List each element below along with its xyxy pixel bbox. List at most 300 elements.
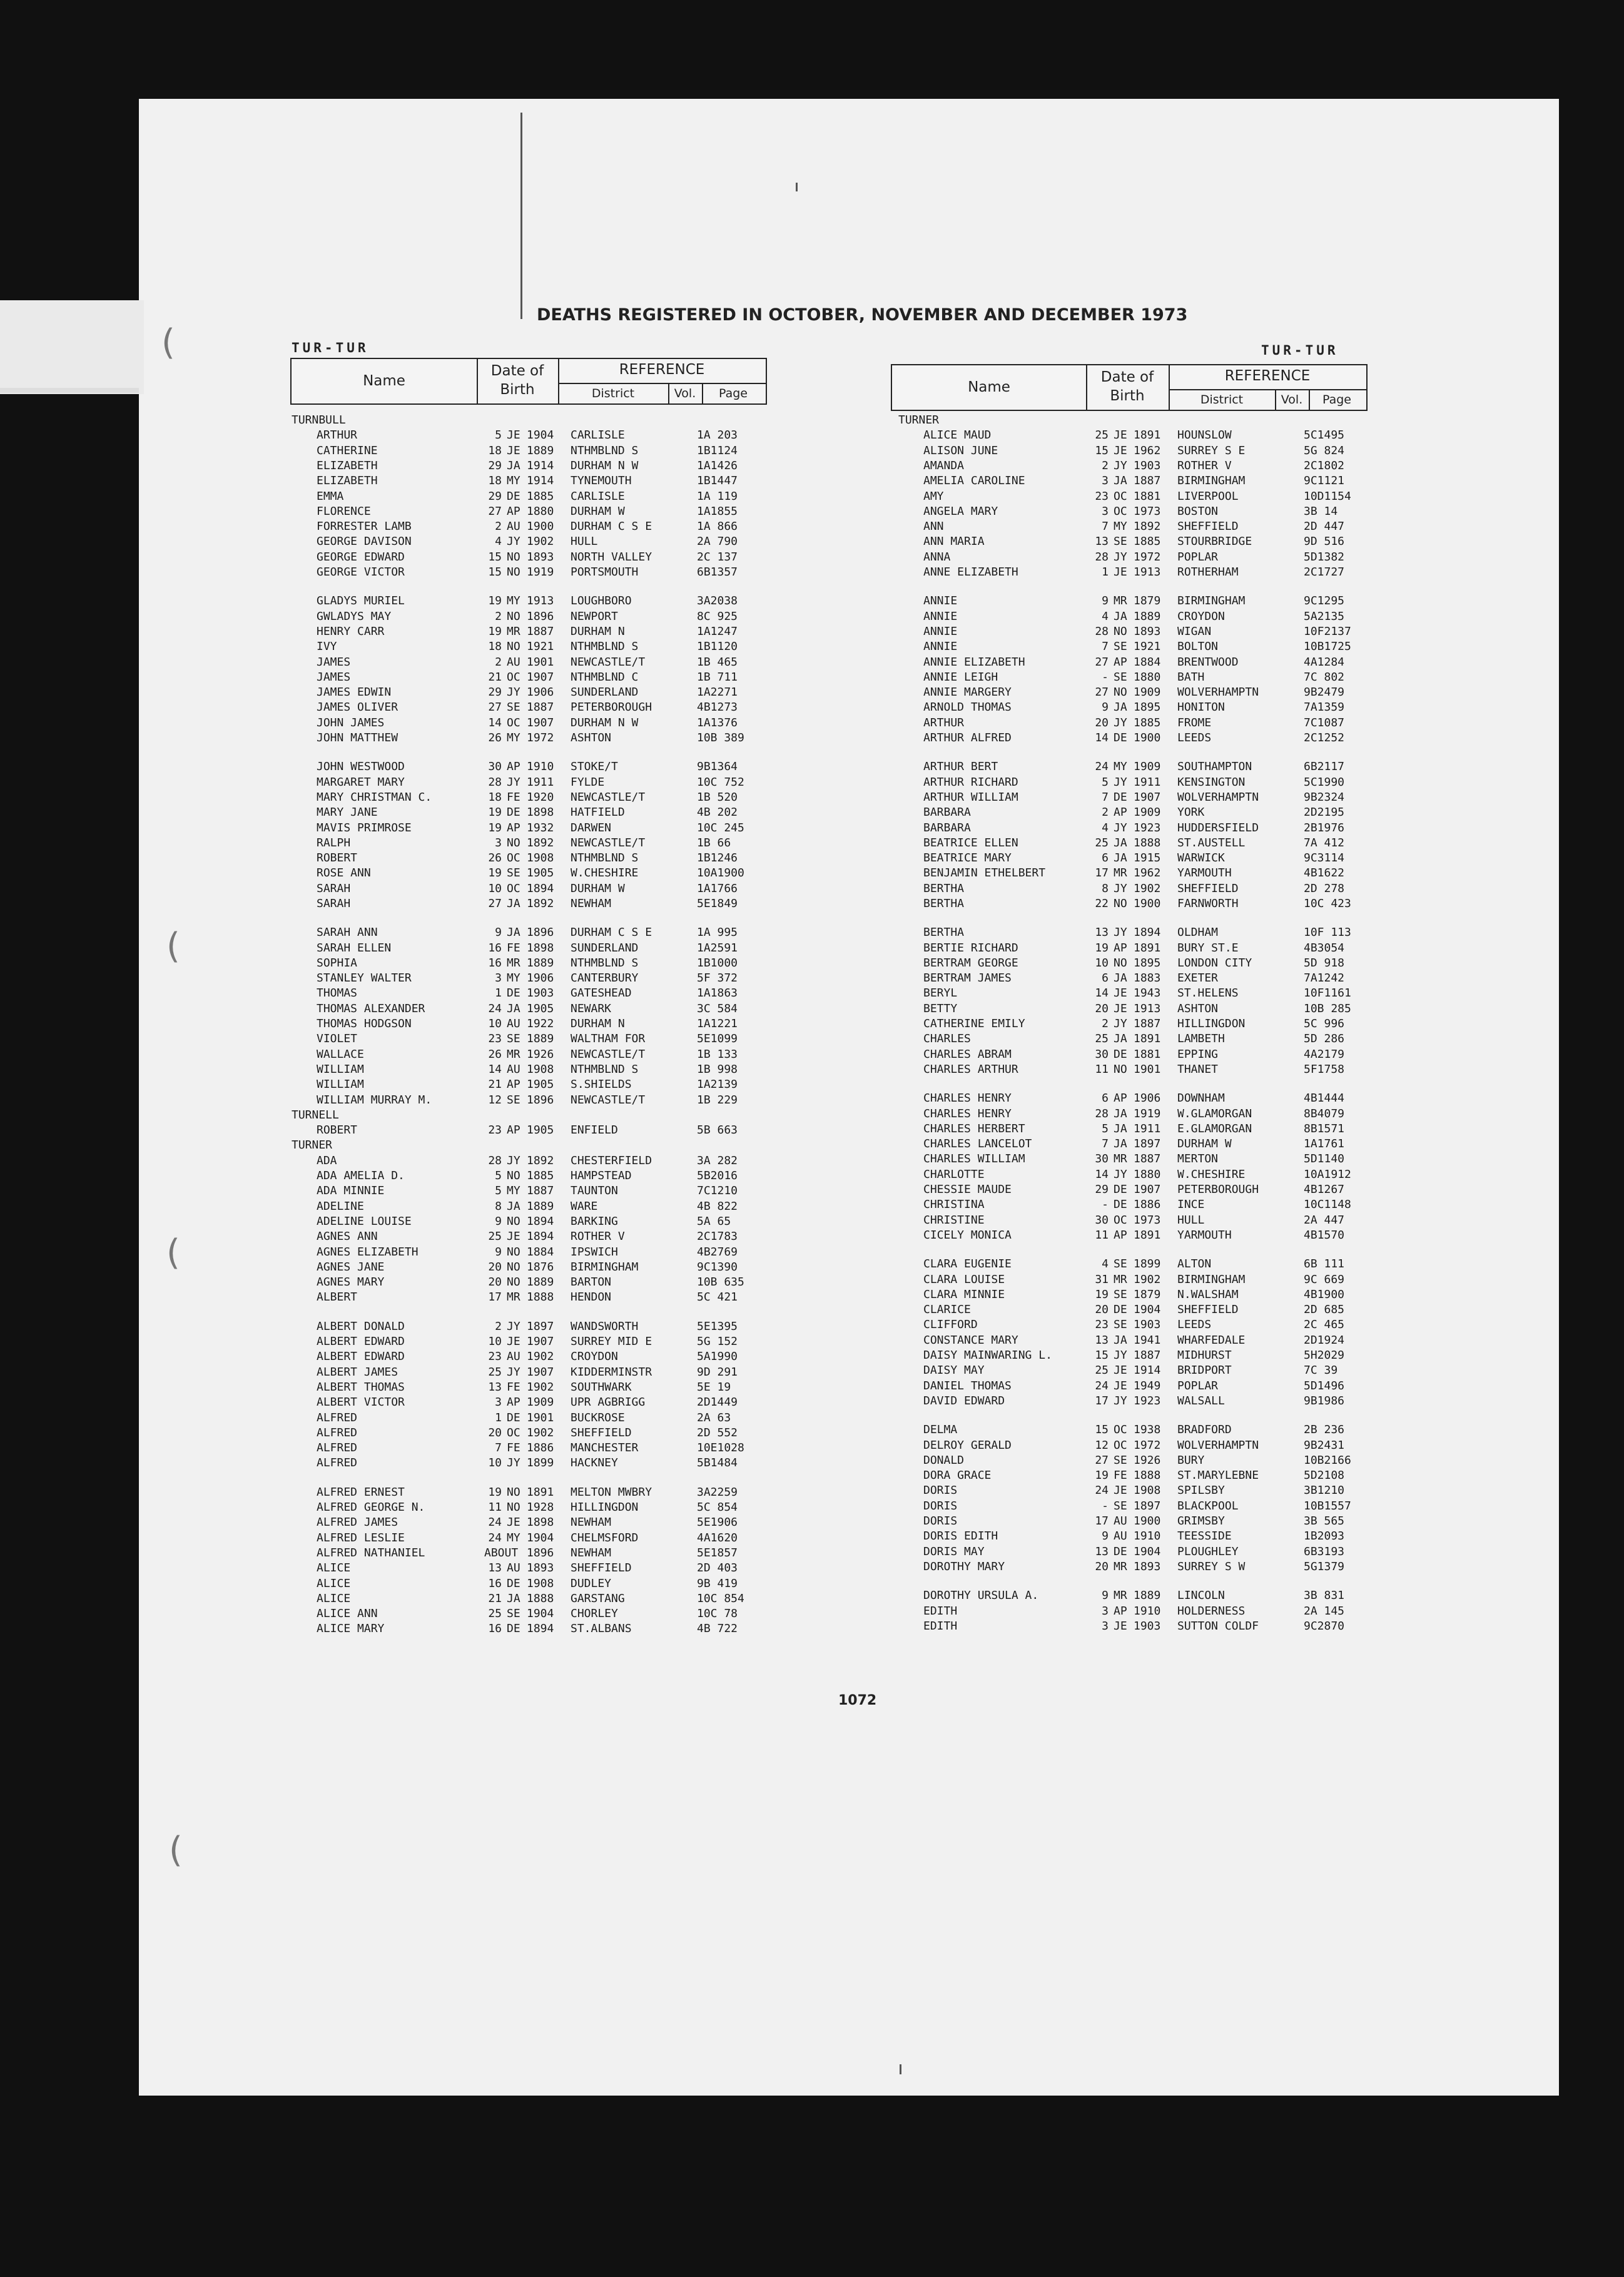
birth-year: 1906 [527, 971, 554, 985]
volume-page: 10B 389 [697, 731, 744, 744]
birth-year: 1895 [1134, 956, 1161, 970]
birth-year: 1879 [1134, 594, 1161, 607]
volume-page: 9C2870 [1304, 1620, 1345, 1633]
birth-year: 1938 [1134, 1423, 1161, 1436]
birth-day: 19 [488, 1486, 502, 1499]
district: HUDDERSFIELD [1177, 821, 1259, 834]
district: SURREY S E [1177, 444, 1246, 457]
birth-month: NO [507, 565, 520, 579]
forenames: ALFRED ERNEST [317, 1486, 405, 1499]
birth-day: 2 [1102, 459, 1109, 472]
birth-month: AP [507, 505, 520, 518]
birth-day: 18 [488, 640, 502, 653]
district: BIRMINGHAM [1177, 474, 1246, 487]
birth-month: JA [507, 1200, 520, 1213]
birth-year: 1914 [527, 459, 554, 472]
volume-page: 9C1295 [1304, 594, 1345, 607]
forenames: ARTHUR WILLIAM [923, 791, 1018, 804]
birth-month: SE [1114, 1499, 1127, 1513]
volume-page: 3A2259 [697, 1486, 738, 1499]
birth-day: 6 [1102, 1092, 1109, 1105]
birth-day: 27 [488, 897, 502, 910]
birth-month: NO [507, 1501, 520, 1514]
birth-month: JA [1114, 701, 1127, 714]
birth-year: 1905 [527, 1002, 554, 1015]
birth-month: MR [1114, 1560, 1127, 1573]
forenames: GEORGE EDWARD [317, 550, 405, 564]
birth-year: 1886 [1134, 1198, 1161, 1211]
forenames: SARAH ANN [317, 926, 378, 939]
forenames: ALISON JUNE [923, 444, 998, 457]
birth-year: 1894 [527, 1622, 554, 1635]
birth-year: 1910 [1134, 1529, 1161, 1543]
birth-month: NO [1114, 625, 1127, 638]
forenames: FLORENCE [317, 505, 371, 518]
birth-year: 1898 [527, 941, 554, 955]
district: NTHMBLND S [571, 640, 639, 653]
birth-year: 1900 [1134, 897, 1161, 910]
district: KIDDERMINSTR [571, 1366, 652, 1379]
birth-year: 1893 [527, 1561, 554, 1575]
volume-page: 5D1382 [1304, 550, 1345, 564]
birth-year: 1893 [527, 550, 554, 564]
district: BRADFORD [1177, 1423, 1232, 1436]
birth-year: 1900 [1134, 1514, 1161, 1528]
birth-year: 1922 [527, 1017, 554, 1030]
volume-page: 5D1140 [1304, 1152, 1345, 1165]
volume-page: 1B2093 [1304, 1529, 1345, 1543]
birth-month: OC [507, 882, 520, 895]
forenames: ARTHUR ALFRED [923, 731, 1012, 744]
forenames: BETTY [923, 1002, 958, 1015]
birth-day: 23 [1095, 490, 1109, 503]
birth-year: 1902 [527, 1426, 554, 1439]
header-dob-line2: Birth [1110, 388, 1145, 404]
forenames: ANNIE [923, 625, 958, 638]
right-column-header [891, 364, 1368, 411]
birth-year: 1885 [1134, 716, 1161, 729]
birth-year: 1972 [1134, 1439, 1161, 1452]
volume-page: 9C 669 [1304, 1273, 1345, 1286]
forenames: ALICE [317, 1561, 351, 1575]
birth-month: JE [1114, 986, 1127, 1000]
forenames: EDITH [923, 1620, 958, 1633]
volume-page: 3B 831 [1304, 1589, 1345, 1602]
district: WALTHAM FOR [571, 1032, 646, 1045]
birth-day: 22 [1095, 897, 1109, 910]
volume-page: 1B 998 [697, 1063, 738, 1076]
birth-day: 10 [488, 1017, 502, 1030]
birth-month: SE [507, 1093, 520, 1107]
volume-page: 1A 866 [697, 520, 738, 533]
birth-month: NO [507, 1260, 520, 1274]
birth-day: 20 [1095, 1002, 1109, 1015]
birth-year: 1889 [1134, 1589, 1161, 1602]
volume-page: 2C1783 [697, 1230, 738, 1243]
district: DURHAM N W [571, 716, 639, 729]
forenames: JAMES OLIVER [317, 701, 398, 714]
volume-page: 5E1099 [697, 1032, 738, 1045]
birth-month: MR [1114, 1273, 1127, 1286]
district: ROTHER V [571, 1230, 625, 1243]
volume-page: 8C 925 [697, 610, 738, 623]
district: SUNDERLAND [571, 686, 639, 699]
birth-month: MR [507, 1048, 520, 1061]
birth-day: 12 [488, 1093, 502, 1107]
district: INCE [1177, 1198, 1205, 1211]
birth-year: 1881 [1134, 1048, 1161, 1061]
district: NTHMBLND S [571, 956, 639, 970]
volume-page: 7A1359 [1304, 701, 1345, 714]
forenames: GEORGE VICTOR [317, 565, 405, 579]
district: NTHMBLND S [571, 1063, 639, 1076]
birth-day: 4 [495, 535, 502, 548]
birth-day: 5 [495, 429, 502, 442]
birth-day: 30 [1095, 1048, 1109, 1061]
birth-month: NO [507, 1169, 520, 1182]
birth-day: 10 [488, 1335, 502, 1348]
birth-month: NO [507, 550, 520, 564]
forenames: ALBERT DONALD [317, 1320, 405, 1333]
birth-day: 7 [1102, 1137, 1109, 1150]
birth-year: 1932 [527, 821, 554, 834]
district: DUDLEY [571, 1577, 612, 1590]
district: DURHAM N W [571, 459, 639, 472]
birth-day: 11 [1095, 1229, 1109, 1242]
district: BLACKPOOL [1177, 1499, 1239, 1513]
forenames: DORIS [923, 1484, 958, 1497]
page-number: 1072 [838, 1693, 877, 1708]
forenames: HENRY CARR [317, 625, 385, 638]
district: WOLVERHAMPTN [1177, 686, 1259, 699]
birth-year: 1904 [1134, 1545, 1161, 1558]
forenames: EMMA [317, 490, 344, 503]
birth-year: 1892 [527, 897, 554, 910]
birth-month: JA [1114, 1107, 1127, 1120]
header-vol: Vol. [1281, 393, 1303, 407]
birth-month: FE [507, 791, 520, 804]
birth-month: AP [507, 1123, 520, 1137]
forenames: BERTHA [923, 897, 965, 910]
volume-page: 3A2038 [697, 594, 738, 607]
birth-day: 29 [488, 459, 502, 472]
birth-day: 15 [1095, 1423, 1109, 1436]
birth-day: 2 [1102, 806, 1109, 819]
birth-month: MY [507, 1184, 520, 1197]
birth-year: 1904 [527, 1607, 554, 1620]
birth-month: JA [1114, 1334, 1127, 1347]
birth-day: 23 [488, 1032, 502, 1045]
forenames: SOPHIA [317, 956, 358, 970]
birth-day: 21 [488, 671, 502, 684]
birth-day: 2 [495, 520, 502, 533]
district: HATFIELD [571, 806, 625, 819]
district: DURHAM W [571, 882, 625, 895]
forenames: AGNES ELIZABETH [317, 1245, 419, 1259]
birth-month: JY [1114, 550, 1127, 564]
birth-year: 1894 [527, 882, 554, 895]
birth-day: 7 [1102, 520, 1109, 533]
forenames: ELIZABETH [317, 474, 378, 487]
birth-year: 1889 [527, 444, 554, 457]
volume-page: 4B 822 [697, 1200, 738, 1213]
volume-page: 5D 286 [1304, 1032, 1345, 1045]
surname: TURNER [292, 1138, 333, 1152]
birth-day: 10 [488, 882, 502, 895]
volume-page: 5C1495 [1304, 429, 1345, 442]
volume-page: 7C 39 [1304, 1364, 1338, 1377]
district: NEWCASTLE/T [571, 791, 646, 804]
forenames: DAISY MAINWARING L. [923, 1349, 1052, 1362]
district: TEESSIDE [1177, 1529, 1232, 1543]
volume-page: 6B3193 [1304, 1545, 1345, 1558]
volume-page: 2D 447 [1304, 520, 1345, 533]
district: DURHAM W [571, 505, 625, 518]
forenames: ALICE MARY [317, 1622, 385, 1635]
birth-day: 1 [495, 1411, 502, 1424]
district: POPLAR [1177, 1379, 1219, 1392]
birth-day: 29 [1095, 1183, 1109, 1196]
forenames: CLARICE [923, 1303, 971, 1316]
birth-year: 1902 [527, 535, 554, 548]
birth-month: MR [507, 625, 520, 638]
birth-month: JE [1114, 1484, 1127, 1497]
birth-year: 1884 [1134, 656, 1161, 669]
district: ENFIELD [571, 1123, 618, 1137]
forenames: AGNES JANE [317, 1260, 385, 1274]
birth-year: 1889 [527, 1200, 554, 1213]
birth-day: 13 [1095, 535, 1109, 548]
birth-day: 25 [488, 1230, 502, 1243]
forenames: ROBERT [317, 1123, 358, 1137]
volume-page: 9B2479 [1304, 686, 1345, 699]
birth-month: NO [507, 1275, 520, 1289]
volume-page: 1B1246 [697, 851, 738, 865]
birth-day: 3 [1102, 1620, 1109, 1633]
forenames: BERTIE RICHARD [923, 941, 1018, 955]
volume-page: 9D 291 [697, 1366, 738, 1379]
volume-page: 4B1273 [697, 701, 738, 714]
birth-month: JE [1114, 1002, 1127, 1015]
district: MIDHURST [1177, 1349, 1232, 1362]
birth-year: 1923 [1134, 821, 1161, 834]
district: ROTHERHAM [1177, 565, 1239, 579]
birth-day: 11 [488, 1501, 502, 1514]
forenames: ARTHUR [923, 716, 965, 729]
district: WANDSWORTH [571, 1320, 639, 1333]
forenames: CHARLES HENRY [923, 1107, 1012, 1120]
forenames: DORIS [923, 1499, 958, 1513]
forenames: DORA GRACE [923, 1469, 992, 1482]
birth-month: SE [1114, 1454, 1127, 1467]
district: BURY [1177, 1454, 1205, 1467]
birth-month: NO [1114, 897, 1127, 910]
volume-page: 5B 663 [697, 1123, 738, 1137]
birth-day: 24 [1095, 760, 1109, 773]
birth-month: MR [507, 1291, 520, 1304]
district: NEWCASTLE/T [571, 656, 646, 669]
birth-month: JY [507, 1456, 520, 1469]
volume-page: 4B1570 [1304, 1229, 1345, 1242]
volume-page: 10B1725 [1304, 640, 1351, 653]
birth-day: 16 [488, 1622, 502, 1635]
volume-page: 1A1376 [697, 716, 738, 729]
forenames: JOHN MATTHEW [317, 731, 398, 744]
birth-day: 7 [495, 1441, 502, 1454]
birth-month: FE [507, 1381, 520, 1394]
forenames: BEATRICE ELLEN [923, 836, 1018, 849]
volume-page: 1B1000 [697, 956, 738, 970]
volume-page: 5E1849 [697, 897, 738, 910]
volume-page: 8B4079 [1304, 1107, 1345, 1120]
birth-year: 1919 [527, 565, 554, 579]
birth-year: 1886 [527, 1441, 554, 1454]
forenames: DORIS MAY [923, 1545, 985, 1558]
district: NEWHAM [571, 1546, 612, 1559]
volume-page: 8B1571 [1304, 1122, 1345, 1135]
district: ASHTON [571, 731, 612, 744]
forenames: MARY JANE [317, 806, 378, 819]
birth-day: 8 [1102, 882, 1109, 895]
volume-page: 1B1120 [697, 640, 738, 653]
punch-hole-icon: ( [166, 1232, 180, 1273]
district: DURHAM C S E [571, 926, 652, 939]
volume-page: 1A1761 [1304, 1137, 1345, 1150]
birth-year: 1972 [527, 731, 554, 744]
district: DOWNHAM [1177, 1092, 1225, 1105]
volume-page: 4B 722 [697, 1622, 738, 1635]
volume-page: 2A 145 [1304, 1605, 1345, 1618]
birth-day: 18 [488, 474, 502, 487]
district: N.WALSHAM [1177, 1288, 1239, 1301]
district: STOKE/T [571, 760, 618, 773]
birth-month: SE [1114, 640, 1127, 653]
birth-year: 1920 [527, 791, 554, 804]
volume-page: 1B1447 [697, 474, 738, 487]
header-district: District [591, 387, 635, 400]
district: NORTH VALLEY [571, 550, 652, 564]
birth-year: 1907 [527, 716, 554, 729]
birth-day: 29 [488, 686, 502, 699]
district: MELTON MWBRY [571, 1486, 652, 1499]
birth-day: 14 [1095, 1168, 1109, 1181]
volume-page: 5C 996 [1304, 1017, 1345, 1030]
birth-year: 1889 [527, 1275, 554, 1289]
forenames: WILLIAM [317, 1078, 364, 1091]
birth-month: JY [1114, 776, 1127, 789]
volume-page: 4B1900 [1304, 1288, 1345, 1301]
birth-day: 26 [488, 1048, 502, 1061]
forenames: SARAH [317, 897, 351, 910]
forenames: CHARLES LANCELOT [923, 1137, 1032, 1150]
birth-year: 1902 [1134, 1273, 1161, 1286]
birth-day: 15 [488, 550, 502, 564]
volume-page: 2D1924 [1304, 1334, 1345, 1347]
forenames: CONSTANCE MARY [923, 1334, 1018, 1347]
district: SUTTON COLDF [1177, 1620, 1259, 1633]
birth-day: 25 [1095, 1032, 1109, 1045]
birth-day: 20 [488, 1275, 502, 1289]
forenames: ADA MINNIE [317, 1184, 385, 1197]
forenames: AMANDA [923, 459, 965, 472]
forenames: SARAH [317, 882, 351, 895]
district: PLOUGHLEY [1177, 1545, 1239, 1558]
scan-mark [900, 2064, 901, 2074]
birth-month: JY [1114, 1017, 1127, 1030]
birth-month: JA [1114, 836, 1127, 849]
forenames: DELMA [923, 1423, 958, 1436]
birth-month: JY [507, 535, 520, 548]
district: YARMOUTH [1177, 1229, 1232, 1242]
volume-page: 7C1210 [697, 1184, 738, 1197]
forenames: MARGARET MARY [317, 776, 405, 789]
volume-page: 9B2431 [1304, 1439, 1345, 1452]
volume-page: 1A2271 [697, 686, 738, 699]
birth-month: DE [507, 806, 520, 819]
punch-hole-icon: ( [166, 926, 180, 966]
volume-page: 10A1900 [697, 866, 744, 880]
forenames: AGNES ANN [317, 1230, 378, 1243]
birth-month: SE [1114, 671, 1127, 684]
birth-year: 1900 [527, 520, 554, 533]
birth-year: 1926 [1134, 1454, 1161, 1467]
birth-day: 16 [488, 956, 502, 970]
district: HOUNSLOW [1177, 429, 1232, 442]
birth-year: 1899 [527, 1456, 554, 1469]
volume-page: 1A1855 [697, 505, 738, 518]
birth-year: 1880 [1134, 1168, 1161, 1181]
birth-month: DE [507, 1622, 520, 1635]
district: SHEFFIELD [571, 1426, 632, 1439]
birth-year: 1896 [527, 610, 554, 623]
birth-year: 1907 [527, 1335, 554, 1348]
forenames: ALFRED LESLIE [317, 1531, 405, 1544]
district: PORTSMOUTH [571, 565, 639, 579]
district: WARWICK [1177, 851, 1225, 865]
forenames: ARTHUR BERT [923, 760, 998, 773]
birth-year: 1906 [527, 686, 554, 699]
birth-month: JA [507, 1592, 520, 1605]
birth-month: SE [1114, 1288, 1127, 1301]
forenames: CLARA EUGENIE [923, 1257, 1012, 1270]
forenames: ALFRED [317, 1456, 358, 1469]
birth-month: JY [1114, 459, 1127, 472]
birth-year: 1972 [1134, 550, 1161, 564]
birth-month: JE [1114, 1364, 1127, 1377]
district: FROME [1177, 716, 1212, 729]
birth-day: 25 [1095, 429, 1109, 442]
volume-page: 5B2016 [697, 1169, 738, 1182]
birth-day: 28 [488, 776, 502, 789]
district: EPPING [1177, 1048, 1219, 1061]
forenames: CHARLES [923, 1032, 971, 1045]
forenames: ALBERT VICTOR [317, 1396, 405, 1409]
birth-month: JA [1114, 1032, 1127, 1045]
district: POPLAR [1177, 550, 1219, 564]
birth-day: 13 [1095, 1545, 1109, 1558]
range-left: TUR-TUR [292, 340, 369, 355]
birth-day: 13 [488, 1561, 502, 1575]
birth-day: 2 [1102, 1017, 1109, 1030]
birth-month: MY [1114, 760, 1127, 773]
birth-month: OC [507, 851, 520, 865]
birth-day: 20 [488, 1426, 502, 1439]
forenames: BENJAMIN ETHELBERT [923, 866, 1046, 880]
birth-day: - [1102, 671, 1109, 684]
birth-month: MY [507, 594, 520, 607]
forenames: WILLIAM MURRAY M. [317, 1093, 432, 1107]
birth-day: 5 [1102, 1122, 1109, 1135]
